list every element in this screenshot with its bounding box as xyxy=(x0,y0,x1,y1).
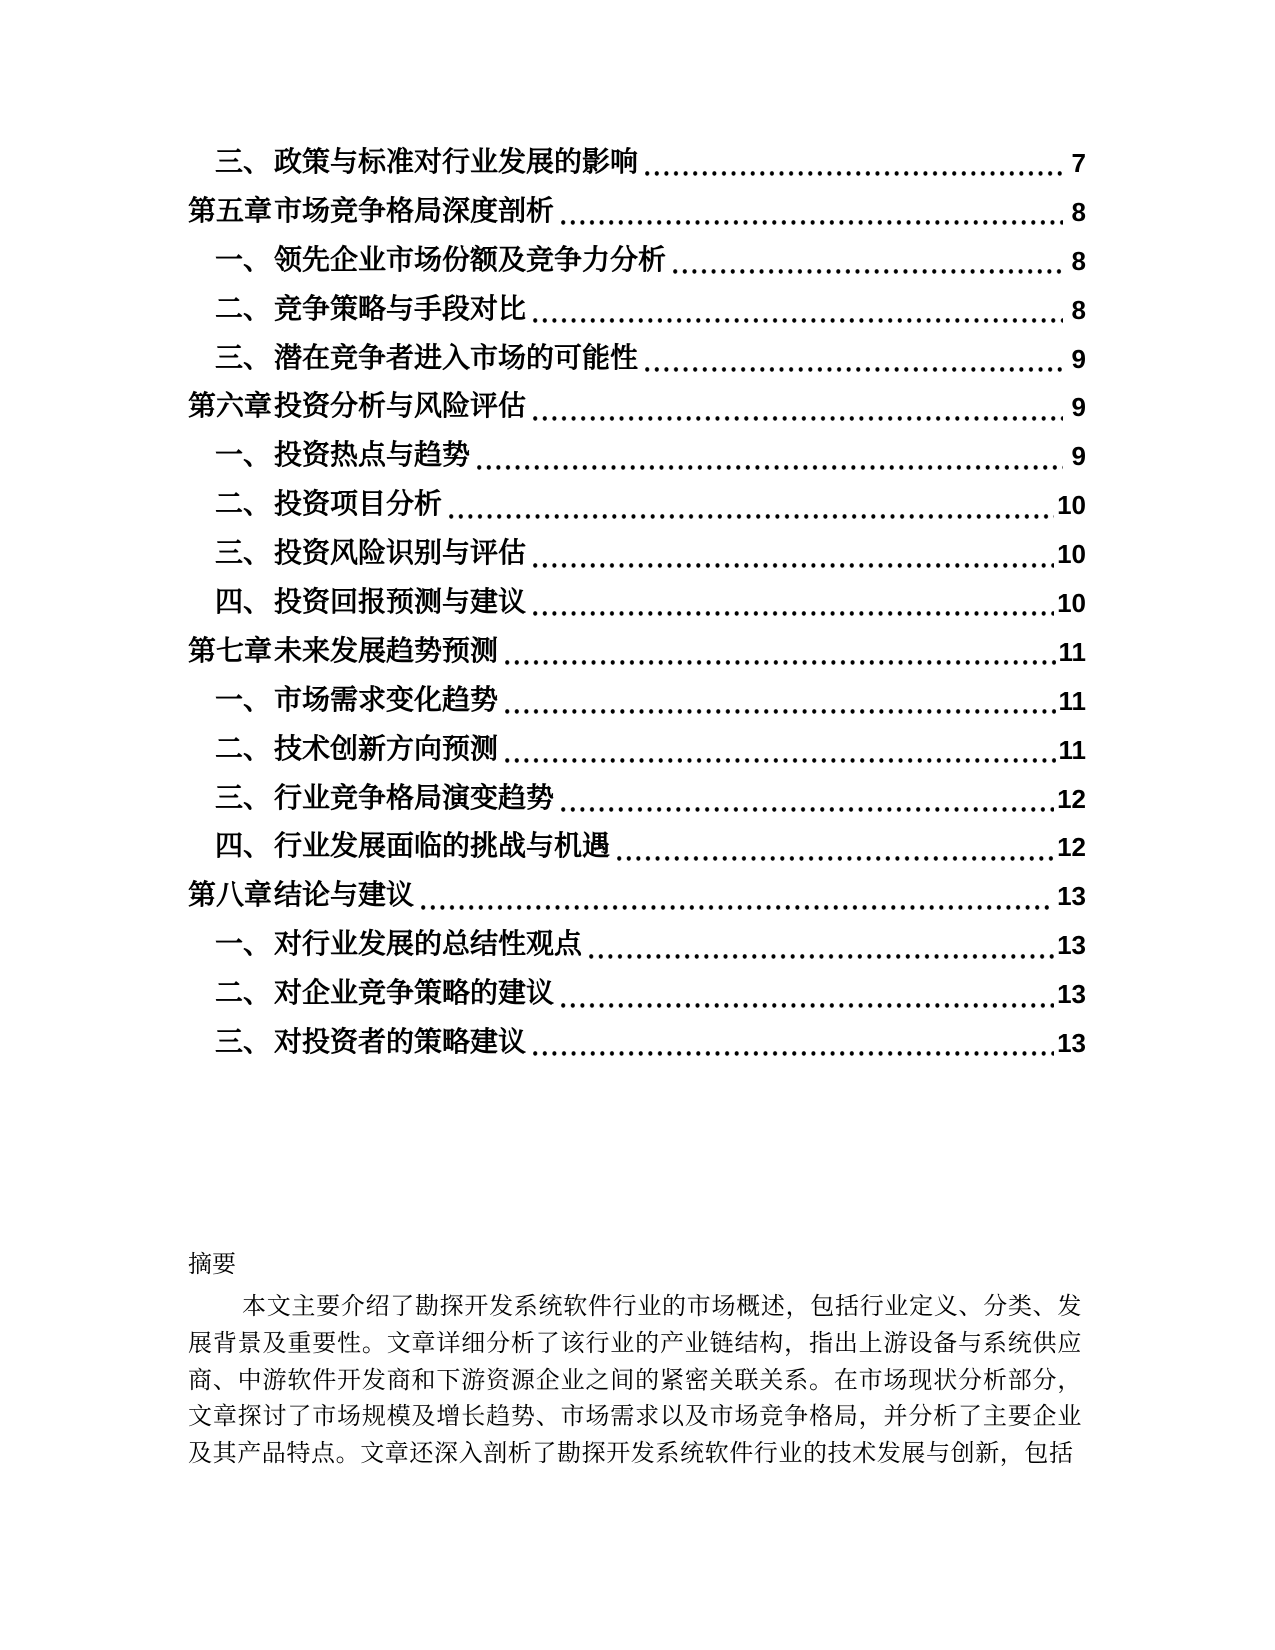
toc-entry[interactable] xyxy=(188,872,1086,921)
toc-entry-page-number: 13 xyxy=(1057,1028,1086,1059)
toc-entry[interactable] xyxy=(188,530,1086,579)
toc-entry-page-number: 9 xyxy=(1071,441,1086,472)
toc-entry-number: 第五章 xyxy=(188,195,273,227)
toc-entry-page-number: 12 xyxy=(1057,783,1086,814)
table-of-contents xyxy=(188,139,1086,1068)
toc-entry-number: 二、 xyxy=(215,489,272,521)
toc-entry[interactable] xyxy=(188,432,1086,481)
toc-dot-leader xyxy=(419,872,1054,921)
toc-entry-number: 三、 xyxy=(215,342,272,374)
toc-entry-number: 三、 xyxy=(215,538,272,570)
toc-dot-leader xyxy=(531,286,1063,335)
abstract-heading: 摘要 xyxy=(188,1252,236,1278)
toc-entry[interactable] xyxy=(188,579,1086,628)
toc-entry[interactable] xyxy=(188,775,1086,824)
toc-entry-page-number: 8 xyxy=(1071,294,1086,325)
toc-entry-title: 市场竞争格局深度剖析 xyxy=(274,195,555,227)
toc-entry-page-number: 10 xyxy=(1057,490,1086,521)
toc-entry-number: 四、 xyxy=(215,587,272,619)
toc-dot-leader xyxy=(559,775,1054,824)
toc-entry-page-number: 7 xyxy=(1071,148,1086,178)
toc-dot-leader xyxy=(475,432,1063,481)
toc-entry-page-number: 10 xyxy=(1057,588,1086,619)
toc-entry[interactable] xyxy=(188,383,1086,432)
abstract-section xyxy=(188,1247,1082,1473)
toc-entry[interactable] xyxy=(188,823,1086,872)
toc-entry-page-number: 12 xyxy=(1057,832,1086,863)
toc-entry-title: 对企业竞争策略的建议 xyxy=(274,978,555,1010)
toc-entry-number: 二、 xyxy=(215,733,272,765)
toc-entry-number: 四、 xyxy=(215,831,272,863)
toc-dot-leader xyxy=(559,970,1054,1019)
toc-entry[interactable] xyxy=(188,188,1086,237)
toc-dot-leader xyxy=(531,1019,1054,1068)
toc-entry-title: 投资回报预测与建议 xyxy=(274,587,527,619)
toc-entry[interactable] xyxy=(188,1019,1086,1068)
toc-entry-number: 二、 xyxy=(215,978,272,1010)
toc-entry-page-number: 9 xyxy=(1071,343,1086,374)
toc-entry[interactable] xyxy=(188,335,1086,384)
toc-entry-title: 结论与建议 xyxy=(274,880,415,912)
toc-entry-number: 三、 xyxy=(215,782,272,814)
toc-entry-title: 对投资者的策略建议 xyxy=(274,1027,527,1059)
toc-entry-title: 行业发展面临的挑战与机遇 xyxy=(274,831,611,863)
toc-entry-title: 行业竞争格局演变趋势 xyxy=(274,782,555,814)
toc-entry-page-number: 9 xyxy=(1071,392,1086,423)
toc-entry-page-number: 8 xyxy=(1071,196,1086,227)
toc-entry[interactable] xyxy=(188,237,1086,286)
toc-entry-page-number: 10 xyxy=(1057,539,1086,570)
toc-entry-title: 对行业发展的总结性观点 xyxy=(274,929,583,961)
toc-entry-title: 竞争策略与手段对比 xyxy=(274,293,527,325)
toc-entry-number: 第七章 xyxy=(188,635,273,667)
toc-entry-number: 一、 xyxy=(215,244,272,276)
toc-entry[interactable] xyxy=(188,921,1086,970)
toc-entry[interactable] xyxy=(188,726,1086,775)
toc-entry-page-number: 11 xyxy=(1058,636,1086,667)
toc-entry[interactable] xyxy=(188,628,1086,677)
toc-dot-leader xyxy=(447,481,1054,530)
toc-entry-title: 投资热点与趋势 xyxy=(274,440,471,472)
toc-entry-number: 一、 xyxy=(215,929,272,961)
toc-dot-leader xyxy=(587,921,1054,970)
toc-entry-title: 市场需求变化趋势 xyxy=(274,684,499,716)
toc-dot-leader xyxy=(643,139,1063,188)
abstract-paragraph: 本文主要介绍了勘探开发系统软件行业的市场概述，包括行业定义、分类、发展背景及重要性。文章详细分析了该行业的产业链结构，指出上游设备与系统供应商、中游软件开发商和下游资源企业之间的紧密关联关系。在市场现状分析部分，文章探讨了市场规模及增长趋势、市场需求以及市场竞争格局，并分析了主要企业及其产品特点。文章还深入剖析了勘探开发系统软件行业的技术发展与创新，包括 xyxy=(188,1294,1082,1467)
toc-entry-number: 第六章 xyxy=(188,391,273,423)
toc-entry[interactable] xyxy=(188,286,1086,335)
toc-entry-number: 三、 xyxy=(215,147,272,178)
toc-entry-title: 技术创新方向预测 xyxy=(274,733,499,765)
toc-dot-leader xyxy=(671,237,1063,286)
toc-entry-number: 第八章 xyxy=(188,880,273,912)
toc-entry-title: 投资分析与风险评估 xyxy=(274,391,527,423)
toc-entry-page-number: 13 xyxy=(1057,930,1086,961)
toc-entry-title: 潜在竞争者进入市场的可能性 xyxy=(274,342,639,374)
toc-dot-leader xyxy=(531,383,1063,432)
toc-entry[interactable] xyxy=(188,970,1086,1019)
toc-entry-page-number: 13 xyxy=(1057,979,1086,1010)
toc-dot-leader xyxy=(503,726,1055,775)
toc-entry-number: 三、 xyxy=(215,1027,272,1059)
toc-entry-number: 二、 xyxy=(215,293,272,325)
toc-entry-number: 一、 xyxy=(215,440,272,472)
toc-entry-title: 投资项目分析 xyxy=(274,489,443,521)
toc-dot-leader xyxy=(531,530,1054,579)
toc-dot-leader xyxy=(531,579,1054,628)
toc-entry[interactable] xyxy=(188,139,1086,188)
toc-entry-page-number: 11 xyxy=(1058,685,1086,716)
toc-dot-leader xyxy=(503,677,1055,726)
toc-entry-title: 未来发展趋势预测 xyxy=(274,635,499,667)
toc-dot-leader xyxy=(503,628,1055,677)
toc-entry-title: 政策与标准对行业发展的影响 xyxy=(274,147,639,178)
toc-dot-leader xyxy=(643,335,1063,384)
toc-entry-page-number: 11 xyxy=(1058,734,1086,765)
toc-entry-title: 领先企业市场份额及竞争力分析 xyxy=(274,244,667,276)
toc-entry[interactable] xyxy=(188,677,1086,726)
toc-entry[interactable] xyxy=(188,481,1086,530)
toc-entry-number: 一、 xyxy=(215,684,272,716)
toc-entry-page-number: 8 xyxy=(1071,245,1086,276)
toc-dot-leader xyxy=(615,823,1054,872)
toc-entry-page-number: 13 xyxy=(1057,881,1086,912)
toc-dot-leader xyxy=(559,188,1063,237)
toc-entry-title: 投资风险识别与评估 xyxy=(274,538,527,570)
